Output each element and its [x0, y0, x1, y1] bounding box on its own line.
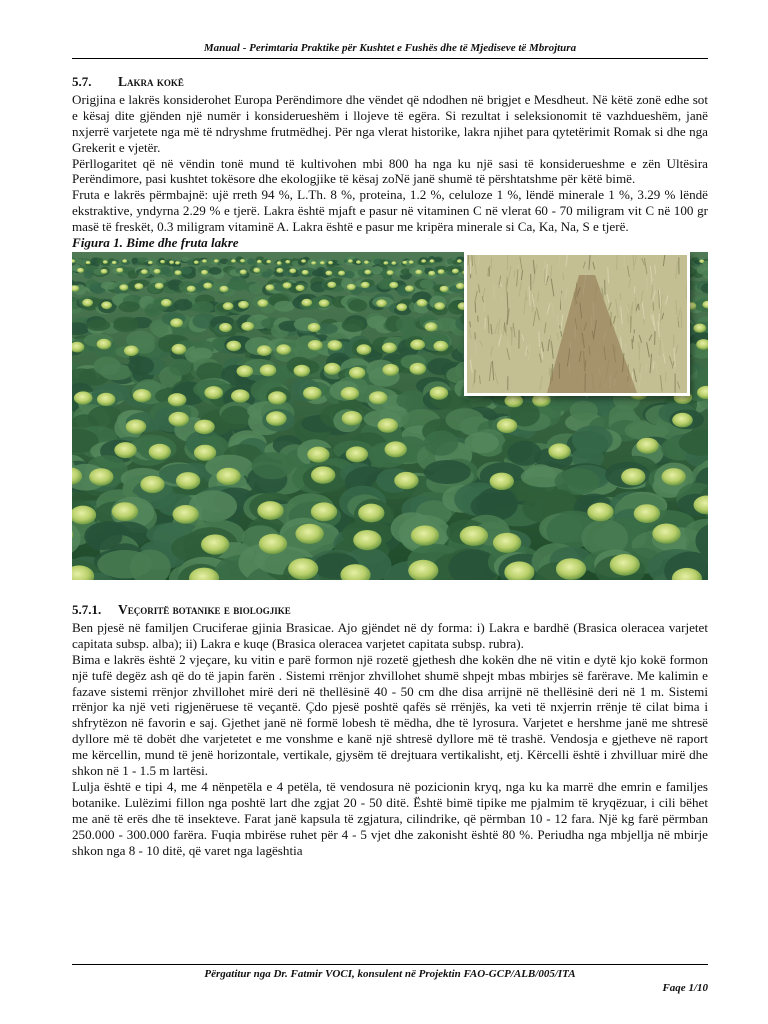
- paragraph: Lulja është e tipi 4, me 4 nënpetëla e 4 petëla, të vendosura në pozicionin kryq, nga ku ka marrë dhe emrin e familjes botanike. Lulëzimi fillon nga poshtë lart dhe zgjat 20 - 50 ditë. Është bimë tipike me pjalmim të kryqëzuar, i cili bëhet me anë të erës dhe të insekteve. Farat janë kapsula të zgjatura, cilindrike, që përmban 10 - 12 fara. Një kg farë përmban 250.000 - 300.000 farëra. Fuqia mbirëse ruhet për 4 - 5 vjet dhe zakonisht është 80 %. Periudha nga mbjellja në mbirje shkon nga 8 - 10 ditë, që varet nga lagështia: [72, 778, 708, 858]
- cabbage-head: [357, 344, 372, 355]
- cabbage-head: [231, 389, 250, 402]
- cabbage-head: [175, 270, 182, 275]
- cabbage-head: [240, 269, 247, 274]
- cabbage-head: [387, 270, 394, 275]
- cabbage-head: [301, 259, 306, 263]
- seed-stalk: [512, 326, 513, 343]
- seed-plants-image: [467, 255, 687, 393]
- seed-stalk: [514, 270, 515, 277]
- cabbage-head: [361, 282, 370, 288]
- cabbage-head: [699, 259, 704, 263]
- cabbage-head: [311, 502, 337, 521]
- cabbage-head: [133, 389, 152, 402]
- cabbage-head: [149, 444, 171, 460]
- seed-stalk: [563, 273, 564, 281]
- cabbage-head: [385, 441, 407, 457]
- cabbage-leaf: [424, 460, 471, 484]
- cabbage-head: [266, 411, 287, 426]
- cabbage-head: [621, 468, 645, 485]
- subsection-title: Veçoritë botanike e biologjike: [118, 601, 291, 617]
- cabbage-head: [438, 269, 445, 274]
- cabbage-head: [288, 558, 318, 580]
- cabbage-head: [460, 526, 488, 546]
- cabbage-head: [140, 476, 164, 493]
- cabbage-head: [238, 301, 249, 309]
- seed-stalk: [676, 300, 677, 315]
- cabbage-head: [636, 438, 658, 454]
- cabbage-head: [283, 282, 292, 288]
- cabbage-head: [410, 363, 427, 375]
- cabbage-head: [112, 502, 138, 521]
- cabbage-head: [452, 269, 459, 274]
- cabbage-head: [308, 340, 323, 351]
- cabbage-leaf: [342, 319, 365, 332]
- cabbage-head: [382, 364, 399, 376]
- seed-stalk: [646, 363, 647, 371]
- cabbage-head: [320, 261, 325, 265]
- cabbage-leaf: [274, 301, 295, 312]
- seed-stalk: [488, 268, 489, 277]
- cabbage-head: [160, 260, 165, 264]
- paragraph: Përllogaritet që në vëndin tonë mund të kultivohen mbi 800 ha nga ku një sasi të konsiderueshme e zën Ultësira Perëndimore, pasi kushtet tokësore dhe ekologjike të kësaj zoNë janë shumë të përshtatshme për këtë bimë.: [72, 155, 708, 187]
- cabbage-head: [202, 259, 207, 263]
- cabbage-head: [114, 442, 136, 458]
- cabbage-head: [296, 285, 305, 291]
- cabbage-leaf: [337, 260, 344, 265]
- cabbage-head: [307, 447, 329, 463]
- cabbage-head: [169, 260, 174, 264]
- cabbage-head: [610, 554, 640, 576]
- seed-stalk: [624, 255, 625, 269]
- cabbage-head: [440, 286, 449, 292]
- cabbage-head: [391, 261, 396, 265]
- cabbage-head: [347, 284, 356, 290]
- cabbage-head: [308, 323, 321, 332]
- cabbage-head: [349, 367, 366, 379]
- seed-stalk: [660, 340, 661, 355]
- cabbage-leaf: [252, 452, 294, 479]
- paragraph: Ben pjesë në familjen Cruciferae gjinia Brasicae. Ajo gjëndet në dy forma: i) Lakra e bardhë (Brasica oleracea varjetet capitata subsp. alba); ii) Lakra e kuqe (Brasica oleracea varjetet capitata subsp. rubra).: [72, 619, 708, 651]
- cabbage-leaf: [151, 322, 168, 336]
- cabbage-head: [204, 386, 223, 399]
- cabbage-head: [311, 466, 335, 483]
- cabbage-head: [411, 525, 439, 545]
- cabbage-head: [378, 418, 399, 433]
- seed-stalk: [639, 304, 640, 311]
- cabbage-head: [389, 282, 398, 288]
- cabbage-head: [425, 322, 438, 331]
- cabbage-head: [415, 270, 422, 275]
- section-number: 5.7.: [72, 74, 92, 89]
- cabbage-head: [155, 283, 164, 289]
- cabbage-head: [257, 260, 262, 264]
- cabbage-head: [172, 344, 187, 355]
- cabbage-head: [170, 318, 183, 327]
- seed-stalk: [539, 331, 540, 346]
- cabbage-head: [168, 412, 189, 427]
- cabbage-head: [214, 259, 219, 263]
- cabbage-head: [101, 269, 108, 274]
- cabbage-head: [219, 323, 232, 332]
- cabbage-head: [382, 342, 397, 353]
- paragraph: Bima e lakrës është 2 vjeçare, ku vitin e parë formon një rozetë gjethesh dhe kokën dhe në vitin e dytë kjo kokë formon një tufë degëz ash që do të japin farën . Sistemi rrënjor zhvillohet shumë shpejt mbas mbirjes së farërave. Me kalimin e fazave sistemi rrënjor zhvillohet mirë deri në thellësinë 40 - 50 cm dhe disa arrijnë në thellësinë deri në 1 m. Sistemi rrënjor ka një veti rigjenëruese të veçantë. Çdo pjesë poshtë qafës së rrënjës, ka veti të nxjerrin rrënje të cilat bima i shfrytëzon në favorin e saj. Gjethet janë në formë lobesh të mëdha, dhe të lyrosura. Varjetet e hershme janë me shtresë dyllore më të dobët dhe varjetetet e me vonshme e kanë një shtresë dyllore më të trashë. Vendosja e gjetheve në raport me kërcellin, mund të jenë horizontale, vertikale, gjysëm të drejtuara vertikalisht, etj. Kërcelli është i zhvilluar mirë dhe shkon në 1 - 1.5 m lartësi.: [72, 651, 708, 779]
- cabbage-head: [383, 261, 388, 265]
- cabbage-head: [216, 468, 240, 485]
- cabbage-head: [328, 261, 333, 265]
- cabbage-head: [240, 259, 245, 263]
- cabbage-head: [548, 443, 570, 459]
- cabbage-head: [231, 259, 236, 263]
- cabbage-head: [122, 259, 127, 263]
- cabbage-head: [276, 268, 283, 273]
- cabbage-head: [303, 387, 322, 400]
- cabbage-head: [587, 503, 613, 522]
- cabbage-head: [294, 365, 311, 377]
- cabbage-leaf: [424, 430, 459, 455]
- cabbage-head: [116, 268, 123, 273]
- cabbage-head: [148, 261, 153, 265]
- cabbage-leaf: [261, 271, 271, 278]
- cabbage-head: [112, 261, 117, 265]
- cabbage-head: [421, 259, 426, 263]
- cabbage-head: [187, 286, 196, 292]
- cabbage-head: [77, 268, 84, 273]
- cabbage-head: [328, 340, 343, 351]
- cabbage-head: [257, 345, 272, 356]
- cabbage-head: [497, 418, 518, 433]
- cabbage-head: [203, 282, 212, 288]
- cabbage-head: [346, 446, 368, 462]
- cabbage-head: [358, 504, 384, 523]
- cabbage-leaf: [97, 550, 152, 579]
- cabbage-head: [693, 323, 706, 332]
- cabbage-head: [319, 299, 330, 307]
- cabbage-head: [201, 534, 229, 554]
- cabbage-head: [257, 299, 268, 307]
- cabbage-head: [457, 259, 462, 263]
- cabbage-head: [89, 468, 113, 485]
- cabbage-head: [97, 339, 112, 350]
- cabbage-head: [302, 270, 309, 275]
- cabbage-leaf: [348, 299, 367, 311]
- section-title: Lakra kokë: [118, 74, 184, 89]
- cabbage-head: [394, 472, 418, 489]
- cabbage-head: [119, 284, 128, 290]
- cabbage-leaf: [209, 267, 222, 275]
- cabbage-head: [430, 386, 449, 399]
- cabbage-leaf: [100, 364, 132, 380]
- seed-stalk: [681, 311, 682, 329]
- cabbage-leaf: [174, 299, 193, 311]
- cabbage-head: [194, 420, 215, 435]
- cabbage-head: [253, 268, 260, 273]
- seed-stalk: [475, 302, 476, 313]
- cabbage-head: [324, 363, 341, 375]
- cabbage-leaf: [465, 432, 499, 453]
- cabbage-head: [268, 391, 287, 404]
- cabbage-head: [154, 269, 161, 274]
- cabbage-head: [410, 339, 425, 350]
- cabbage-head: [327, 282, 336, 288]
- seed-plants-inset-photo: [464, 252, 690, 396]
- cabbage-head: [266, 260, 271, 264]
- cabbage-head: [175, 261, 180, 265]
- cabbage-head: [301, 299, 312, 307]
- cabbage-head: [265, 284, 274, 290]
- running-header: Manual - Perimtaria Praktike për Kushtet e Fushës dhe të Mjediseve të Mbrojtura: [203, 42, 577, 54]
- cabbage-head: [369, 391, 388, 404]
- cabbage-head: [295, 524, 323, 544]
- cabbage-head: [376, 299, 387, 307]
- cabbage-head: [556, 558, 586, 580]
- cabbage-head: [364, 270, 371, 275]
- cabbage-leaf: [570, 401, 598, 421]
- cabbage-head: [430, 259, 435, 263]
- seed-stalk: [673, 336, 674, 348]
- cabbage-head: [348, 259, 353, 263]
- cabbage-head: [226, 341, 241, 352]
- cabbage-head: [364, 260, 369, 264]
- seed-stalk: [544, 268, 545, 283]
- header-rule: [72, 58, 708, 59]
- seed-stalk: [608, 267, 609, 283]
- cabbage-head: [161, 299, 172, 307]
- cabbage-head: [341, 387, 360, 400]
- cabbage-leaf: [227, 281, 245, 290]
- cabbage-head: [82, 299, 93, 307]
- cabbage-head: [277, 261, 282, 265]
- cabbage-head: [97, 393, 116, 406]
- page-content: [72, 74, 708, 858]
- cabbage-head: [634, 504, 660, 523]
- cabbage-head: [672, 413, 693, 428]
- cabbage-head: [276, 344, 291, 355]
- cabbage-head: [652, 523, 680, 543]
- cabbage-leaf: [161, 266, 170, 275]
- subsection-heading: [72, 602, 708, 618]
- cabbage-head: [338, 271, 345, 276]
- cabbage-head: [417, 299, 428, 307]
- cabbage-head: [237, 365, 254, 377]
- cabbage-leaf: [119, 301, 140, 312]
- figure-caption: Figura 1. Bime dhe fruta lakre: [72, 235, 239, 251]
- cabbage-head: [396, 303, 407, 311]
- cabbage-head: [356, 260, 361, 264]
- cabbage-leaf: [220, 406, 251, 430]
- cabbage-leaf: [190, 348, 213, 360]
- cabbage-head: [311, 261, 316, 265]
- cabbage-head: [285, 260, 290, 264]
- cabbage-head: [505, 394, 524, 407]
- cabbage-head: [433, 341, 448, 352]
- cabbage-leaf: [128, 356, 154, 375]
- paragraph: Fruta e lakrës përmbajnë: ujë rreth 94 %, L.Th. 8 %, proteina, 1.2 %, celuloze 1 %, lëndë minerale 1 %, 3.29 % lëndë ekstraktive, yndyrna 2.29 % e tjerë. Lakra është mjaft e pasur në vitaminen C në vlerat 60 - 70 miligram vit C në 100 gr masë të freskët, 0.3 miligram vitaminë A. Lakra është e pasur me kripëra minerale si Ca, Ka, Na, S e tjerë.: [72, 187, 708, 235]
- running-footer: Përgatitur nga Dr. Fatmir VOCI, konsulent në Projektin FAO-GCP/ALB/005/ITA: [204, 968, 576, 980]
- page-number: Faqe 1/10: [662, 982, 708, 994]
- cabbage-head: [428, 271, 435, 276]
- cabbage-head: [194, 445, 216, 461]
- cabbage-leaf: [192, 301, 214, 313]
- cabbage-head: [201, 270, 208, 275]
- cabbage-head: [260, 364, 277, 376]
- cabbage-head: [220, 286, 229, 292]
- cabbage-leaf: [86, 319, 110, 331]
- cabbage-leaf: [249, 283, 264, 293]
- cabbage-head: [342, 411, 363, 426]
- cabbage-head: [103, 260, 108, 264]
- subsection-number: 5.7.1.: [72, 601, 102, 617]
- cabbage-head: [402, 261, 407, 265]
- cabbage-head: [353, 530, 381, 550]
- cabbage-head: [141, 269, 148, 274]
- cabbage-head: [434, 302, 445, 310]
- cabbage-head: [101, 301, 112, 309]
- cabbage-leaf: [131, 258, 138, 265]
- seed-stalk: [617, 255, 618, 270]
- cabbage-leaf: [84, 270, 94, 279]
- cabbage-head: [134, 283, 143, 289]
- cabbage-head: [325, 271, 332, 276]
- cabbage-head: [124, 345, 139, 356]
- cabbage-leaf: [181, 267, 192, 275]
- seed-stalk: [653, 361, 654, 369]
- cabbage-head: [241, 322, 254, 331]
- cabbage-head: [74, 391, 93, 404]
- cabbage-head: [409, 260, 414, 264]
- cabbage-head: [168, 393, 187, 406]
- cabbage-head: [493, 533, 521, 553]
- seed-stalk: [653, 302, 654, 311]
- cabbage-head: [173, 505, 199, 524]
- cabbage-head: [194, 260, 199, 264]
- cabbage-field-photo: [72, 252, 708, 580]
- seed-stalk: [632, 339, 633, 349]
- cabbage-head: [223, 302, 234, 310]
- seed-stalk: [504, 325, 505, 336]
- footer-rule: [72, 964, 708, 965]
- cabbage-head: [289, 268, 296, 273]
- cabbage-leaf: [344, 271, 355, 279]
- cabbage-leaf: [434, 318, 458, 332]
- paragraph: Origjina e lakrës konsiderohet Europa Perëndimore dhe vëndet që ndodhen në brigjet e Mesdheut. Në këtë zonë edhe sot e kësaj dite gjënden një numër i konsiderueshëm i llojeve të egëra. Si rezultat i seleksionomit të vazhdueshëm, janë nxjerrë varjetete nga më të ndryshme frutmëdhej. Për nga vlerat historike, lakra njihet para qytetërimit Romak si dhe nga Grekerit e vjetër.: [72, 91, 708, 155]
- cabbage-head: [662, 468, 686, 485]
- cabbage-leaf: [169, 359, 192, 376]
- section-heading: [72, 74, 708, 90]
- cabbage-head: [405, 285, 414, 291]
- seed-stalk: [647, 277, 648, 293]
- cabbage-head: [126, 419, 147, 434]
- cabbage-leaf: [247, 258, 255, 264]
- cabbage-head: [490, 473, 514, 490]
- cabbage-leaf: [420, 279, 434, 289]
- cabbage-head: [176, 472, 200, 489]
- cabbage-head: [259, 534, 287, 554]
- cabbage-leaf: [113, 317, 138, 329]
- cabbage-head: [86, 261, 91, 265]
- cabbage-head: [257, 501, 283, 520]
